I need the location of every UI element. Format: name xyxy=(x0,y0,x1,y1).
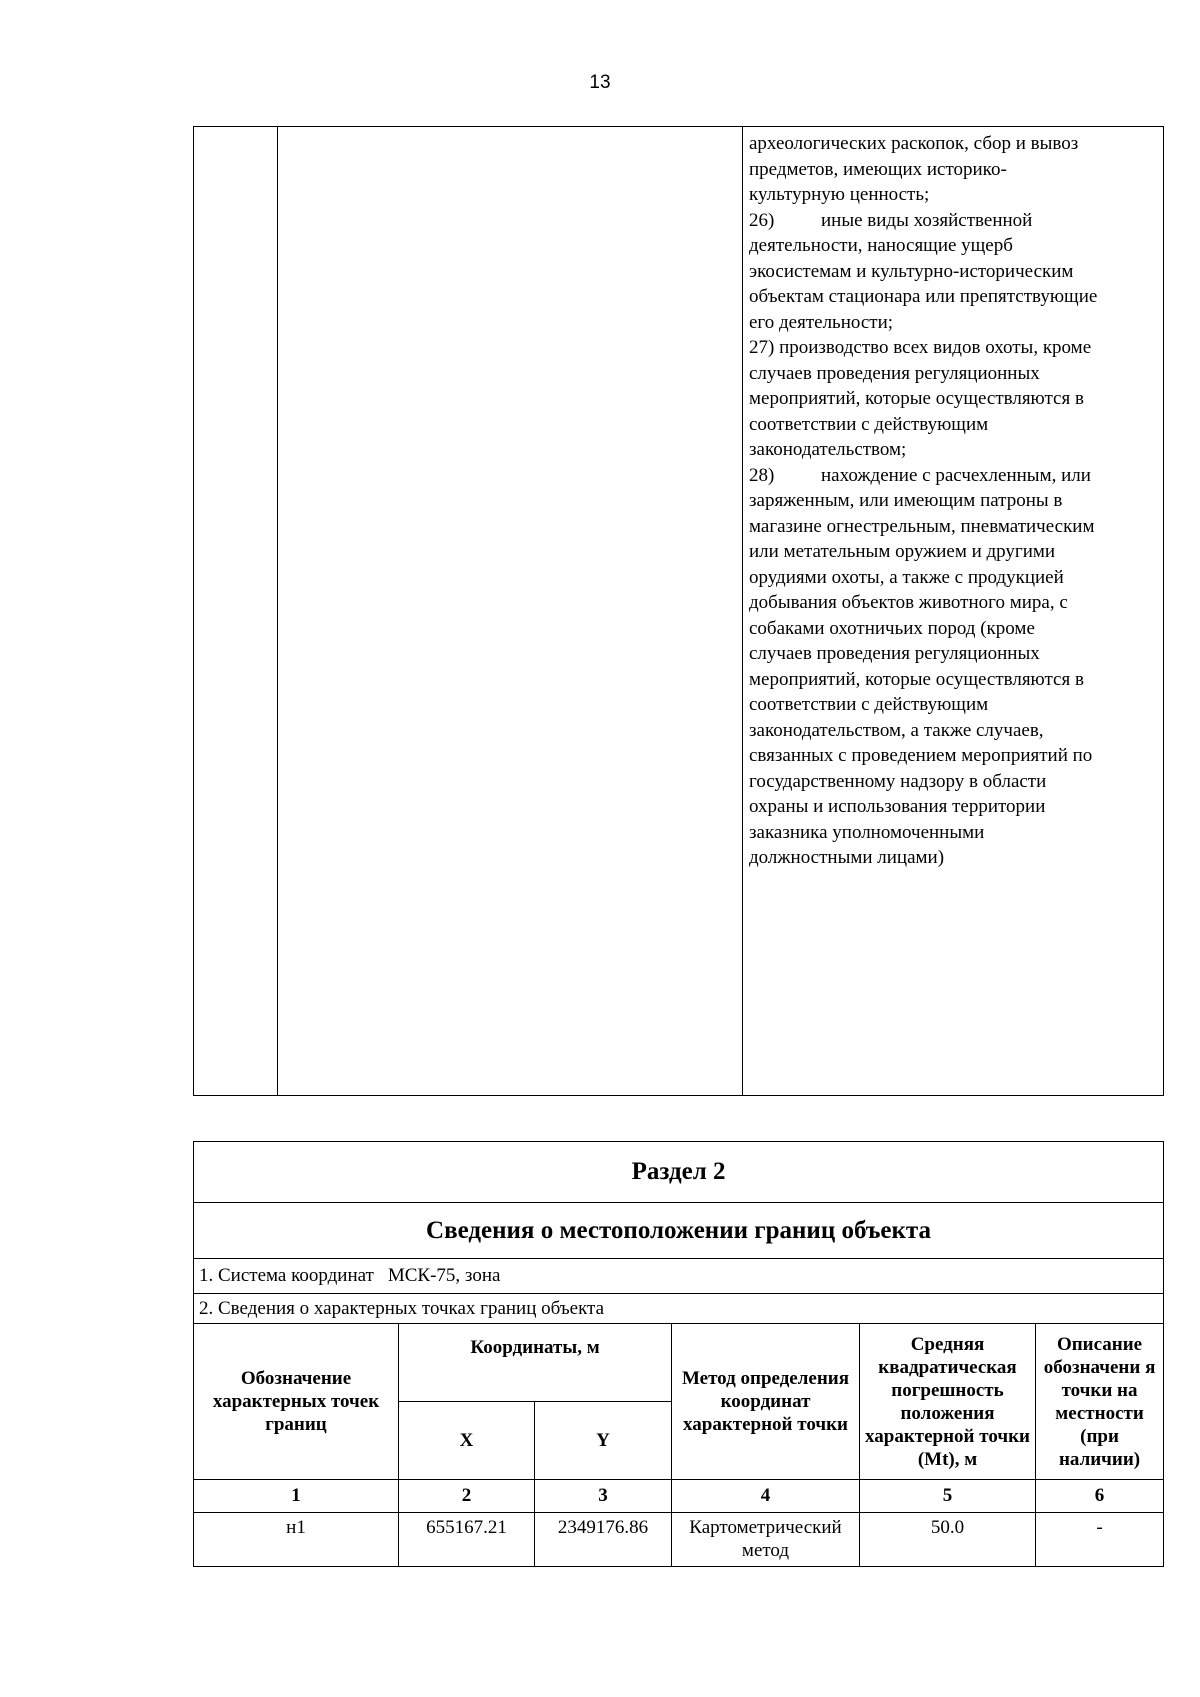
text-line: орудиями охоты, а также с продукцией xyxy=(749,566,1064,588)
text-line: должностными лицами) xyxy=(749,847,945,868)
header-designation: Обозначение характерных точек границ xyxy=(194,1324,399,1480)
coordinate-system-value: МСК-75, зона xyxy=(387,1265,501,1286)
section-2-table xyxy=(193,1141,1164,1567)
text-line: охраны и использования территории xyxy=(749,796,1046,817)
table-row xyxy=(194,1513,1164,1567)
item-number: 26) xyxy=(749,209,775,231)
header-error: Средняя квадратическая погрешность положения характерной точки (Mt), м xyxy=(860,1324,1036,1480)
item-28 xyxy=(749,463,1157,489)
column-index: 2 xyxy=(399,1480,535,1513)
text-line: магазине огнестрельным, пневматическим xyxy=(749,515,1095,537)
page-number: 13 xyxy=(589,72,611,93)
text-line: добывания объектов животного мира, с xyxy=(749,592,1068,613)
section-title: Раздел 2 xyxy=(194,1142,1164,1203)
cell-x: 655167.21 xyxy=(399,1513,535,1567)
header-method: Метод определения координат характерной точки xyxy=(672,1324,860,1480)
text-line: законодательством; xyxy=(749,439,907,460)
empty-cell-number xyxy=(194,127,278,1096)
coordinate-system-row xyxy=(194,1259,1164,1294)
header-y: Y xyxy=(535,1402,672,1480)
text-line: или метательным оружием и другими xyxy=(749,541,1056,562)
prohibitions-text xyxy=(743,127,1163,871)
text-line: соответствии с действующим xyxy=(749,413,989,435)
text-line: случаев проведения регуляционных xyxy=(749,643,1040,664)
continuation-table xyxy=(193,126,1164,1096)
header-x: X xyxy=(399,1402,535,1480)
text-line: соответствии с действующим xyxy=(749,694,989,715)
column-index: 5 xyxy=(860,1480,1036,1513)
section-subtitle: Сведения о местоположении границ объекта xyxy=(194,1203,1164,1259)
cell-point: н1 xyxy=(194,1513,399,1567)
text-line: связанных с проведением мероприятий по xyxy=(749,745,1093,766)
text-line: деятельности, наносящие ущерб xyxy=(749,235,1013,256)
text-line: заряженным, или имеющим патроны в xyxy=(749,490,1063,511)
coordinate-system-label: 1. Система координат xyxy=(199,1265,374,1286)
column-index: 3 xyxy=(535,1480,672,1513)
prohibitions-cell xyxy=(743,127,1164,1096)
item-number: 28) xyxy=(749,464,775,486)
cell-method: Картометрический метод xyxy=(672,1513,860,1567)
text-line: объектам стационара или препятствующие xyxy=(749,286,1098,307)
column-index: 6 xyxy=(1036,1480,1164,1513)
item-26 xyxy=(749,208,1157,234)
text-line: экосистемам и культурно-историческим xyxy=(749,260,1074,282)
header-coordinates: Координаты, м xyxy=(399,1324,672,1402)
text-line: государственному надзору в области xyxy=(749,770,1047,792)
text-line: мероприятий, которые осуществляются в xyxy=(749,388,1084,409)
text-line: заказника уполномоченными xyxy=(749,821,985,843)
cell-y: 2349176.86 xyxy=(535,1513,672,1567)
text-line: 27) производство всех видов охоты, кроме xyxy=(749,337,1092,358)
text-line: законодательством, а также случаев, xyxy=(749,719,1044,741)
text-line: мероприятий, которые осуществляются в xyxy=(749,668,1084,690)
text-line: случаев проведения регуляционных xyxy=(749,362,1040,384)
cell-error: 50.0 xyxy=(860,1513,1036,1567)
header-description: Описание обозначени я точки на местности (при наличии) xyxy=(1036,1324,1164,1480)
text-line: собаками охотничьих пород (кроме xyxy=(749,617,1035,639)
text-line: иные виды хозяйственной xyxy=(821,209,1033,231)
column-index: 1 xyxy=(194,1480,399,1513)
empty-cell-name xyxy=(278,127,743,1096)
text-line: предметов, имеющих историко- xyxy=(749,158,1007,180)
column-index: 4 xyxy=(672,1480,860,1513)
text-line: археологических раскопок, сбор и вывоз xyxy=(749,133,1079,154)
text-line: его деятельности; xyxy=(749,311,894,333)
cell-description: - xyxy=(1036,1513,1164,1567)
text-line: культурную ценность; xyxy=(749,184,930,205)
points-info-label: 2. Сведения о характерных точках границ объекта xyxy=(194,1294,1164,1324)
text-line: нахождение с расчехленным, или xyxy=(821,464,1091,486)
